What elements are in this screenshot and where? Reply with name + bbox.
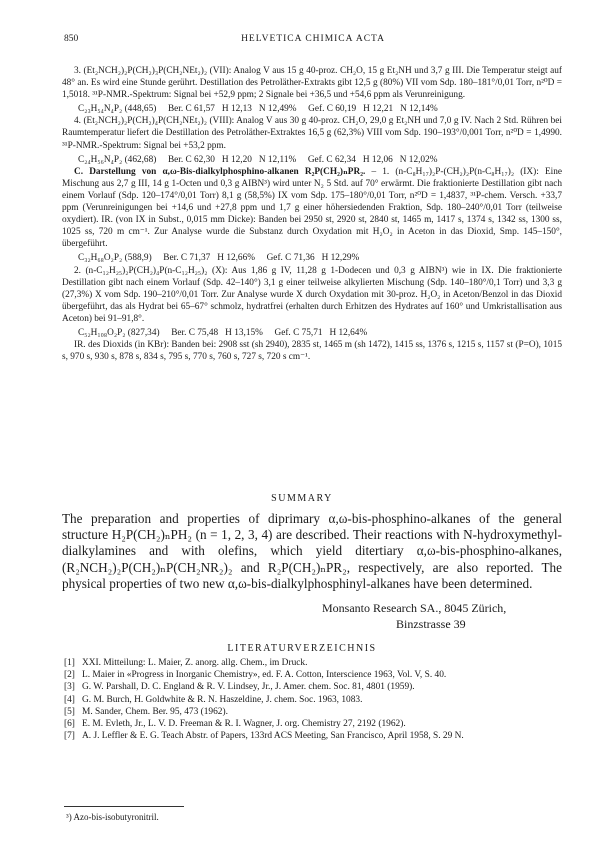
paragraph-compound-vii: 3. (Et₂NCH₂)₂P(CH₂)₃P(CH₂NEt₂)₂ (VII): Analog V aus 15 g 40-proz. CH₂O, 15 g Et₂NH und 3,7 g III. Die Temperatur steigt auf 48° an. Es wird eine Stunde gerührt. Destillation des Petroläther-Extrakts gibt 12,5 g (80%) VII vom Sdp. 180–181°/0,01 Torr, n²⁰D = 1,5018. ³¹P-NMR.-Spektrum: Signal bei +52,9 ppm; 2 Signale bei +36,5 und +54,6 ppm als Verunreinigung. xyxy=(62,66,562,101)
section-c-title: C. Darstellung von α,ω-Bis-dialkylphosphino-alkanen R₂P(CH₂)ₙPR₂. xyxy=(74,166,366,177)
reference-text: G. W. Parshall, D. C. England & R. V. Lindsey, Jr., J. Amer. chem. Soc. 81, 4801 (1959). xyxy=(82,682,415,693)
reference-item xyxy=(64,718,554,730)
footnote: ³) Azo-bis-isobutyronitril. xyxy=(66,812,159,822)
journal-title: HELVETICA CHIMICA ACTA xyxy=(241,34,385,44)
reference-text: XXI. Mitteilung: L. Maier, Z. anorg. allg. Chem., im Druck. xyxy=(82,658,308,668)
footnote-divider xyxy=(64,806,184,807)
reference-number: [3] xyxy=(64,682,75,693)
affiliation xyxy=(322,600,506,632)
paragraph-section-c xyxy=(62,166,562,251)
reference-item xyxy=(64,669,554,681)
reference-number: [7] xyxy=(64,731,75,742)
reference-number: [4] xyxy=(64,694,75,705)
summary-heading: SUMMARY xyxy=(271,493,333,504)
analysis-compound-viii: C₂₄H₅₆N₄P₂ (462,68) Ber. C 62,30 H 12,20 N 12,11% Gef. C 62,34 H 12,06 N 12,02% xyxy=(78,154,438,165)
ir-dioxide-paragraph: IR. des Dioxids (in KBr): Banden bei: 2908 sst (sh 2940), 2835 st, 1465 m (sh 1472), 1415 ss, 1376 s, 1215 s, 1157 st (P=O), 1015 s, 970 s, 930 s, 878 s, 834 s, 795 s, 770 s, 760 s, 727 s, 720 s cm⁻¹. xyxy=(62,340,562,363)
reference-text: A. J. Leffler & E. G. Teach Abstr. of Papers, 133rd ACS Meeting, San Francisco, April 1958, S. 29 N. xyxy=(82,731,464,742)
reference-item xyxy=(64,730,554,742)
paragraph-compound-x: 2. (n-C₁₂H₂₅)₂P(CH₂)₄P(n-C₁₂H₂₅)₂ (X): Aus 1,86 g IV, 11,28 g 1-Dodecen und 0,3 g AIBN³) wie in IX. Die fraktionierte Destillation gibt nach einem Vorlauf (Sdp. 42–140°) 3,1 g einer teilweise alkylierten Mischung (Sdp. 140–180°/0,1 Torr) und 3,3 g (27,3%) X vom Sdp. 190–210°/0,01 Torr. Zur Analyse wurde X durch Oxydation mit 30-proz. H₂O₂ in Aceton/Benzol in das Dioxid übergeführt, das als Hydrat bei 65–67° schmolz, hydratfrei (erhalten durch Erhitzen des Hydrates auf 160° und Umkristallisation aus Aceton) bei 91–91,8°. xyxy=(62,265,562,324)
reference-text: L. Maier in «Progress in Inorganic Chemistry», ed. F. A. Cotton, Interscience 1963, Vol. V, S. 40. xyxy=(82,670,447,681)
analysis-compound-ix: C₃₂H₆₈O₂P₂ (588,9) Ber. C 71,37 H 12,66% Gef. C 71,36 H 12,29% xyxy=(78,253,360,264)
reference-number: [5] xyxy=(64,706,75,717)
page-number: 850 xyxy=(64,34,79,44)
summary-text: The preparation and properties of diprimary α,ω-bis-phosphino-alkanes of the general structure H₂P(CH₂)ₙPH₂ (n = 1, 2, 3, 4) are described. Their reactions with N-hydroxymethyl-dialkylamines and with olefins, which yield ditertiary α,ω-bis-phosphino-alkanes, (R₂NCH₂)₂P(CH₂)ₙP(CH₂NR₂)₂ and R₂P(CH₂)ₙPR₂, respectively, are also reported. The physical properties of two new α,ω-bis-dialkylphosphinyl-alkanes have been determined. xyxy=(62,511,562,591)
experimental-section xyxy=(62,65,562,363)
affiliation-line-1: Monsanto Research SA., 8045 Zürich, xyxy=(322,601,507,615)
page-header xyxy=(64,34,562,46)
reference-number: [6] xyxy=(64,719,75,730)
reference-item xyxy=(64,657,554,669)
literature-heading: LITERATURVERZEICHNIS xyxy=(227,643,377,654)
section-c-text: – 1. (n-C₈H₁₇)₂P-(CH₂)₂P(n-C₈H₁₇)₂ (IX): Eine Mischung aus 2,7 g III, 14 g 1-Octen und 0,3 g AIBN³) wird unter N₂ 5 Std. auf 70° erwärmt. Die fraktionierte Destillation gibt nach einem Vorlauf (Sdp. 120–174°/0,01 Torr) 8,1 g (58,5%) IX vom Sdp. 175–180°/0,01 Torr, n²⁰D = 1,4837, ³¹P-chem. Versch. +33,7 ppm (Verunreinigungen bei +14,6 und +27,8 ppm und 1,7 g einer höhersiedenden Fraktion, Sdp. 180–240°/0,01 Torr (teilweise oxydiert). IR. (von IX in Subst., 0,015 mm Dicke): Banden bei 2950 st, 2920 st, 2840 st, 1465 m, 1417 s, 1374 s, 1342 ss, 1300 ss, 1025 ss, 720 m cm⁻¹. Zur Analyse wurde die Substanz durch Oxydation mit H₂O₂ in Aceton in das Dioxid, Smp. 145–150°, übergeführt. xyxy=(62,166,562,250)
reference-list xyxy=(64,657,554,742)
reference-text: G. M. Burch, H. Goldwhite & R. N. Haszeldine, J. chem. Soc. 1963, 1083. xyxy=(82,694,363,705)
affiliation-line-2: Binzstrasse 39 xyxy=(396,617,466,631)
reference-text: E. M. Evleth, Jr., L. V. D. Freeman & R. I. Wagner, J. org. Chemistry 27, 2192 (1962). xyxy=(82,719,406,730)
reference-item xyxy=(64,706,554,718)
reference-text: M. Sander, Chem. Ber. 95, 473 (1962). xyxy=(82,706,228,717)
reference-item xyxy=(64,681,554,693)
analysis-compound-x: C₅₂H₁₀₈O₂P₂ (827,34) Ber. C 75,48 H 13,15% Gef. C 75,71 H 12,64% xyxy=(78,327,368,338)
paragraph-compound-viii: 4. (Et₂NCH₂)₂P(CH₂)₄P(CH₂NEt₂)₂ (VIII): Analog V aus 30 g 40-proz. CH₂O, 29,0 g Et₂NH und 7,0 g IV. Nach 2 Std. Rühren bei Raumtemperatur liefert die Destillation des Petroläther-Extraktes 16,5 g (62,3%) VIII vom Sdp. 190–193°/0,001 Torr, n²⁰D = 1,4990. ³¹P-NMR.-Spektrum: Signal bei +53,2 ppm. xyxy=(62,116,562,151)
analysis-compound-vii: C₂₃H₅₄N₄P₂ (448,65) Ber. C 61,57 H 12,13 N 12,49% Gef. C 60,19 H 12,21 N 12,14% xyxy=(78,104,438,115)
reference-number: [2] xyxy=(64,670,75,681)
reference-item xyxy=(64,694,554,706)
reference-number: [1] xyxy=(64,658,75,668)
